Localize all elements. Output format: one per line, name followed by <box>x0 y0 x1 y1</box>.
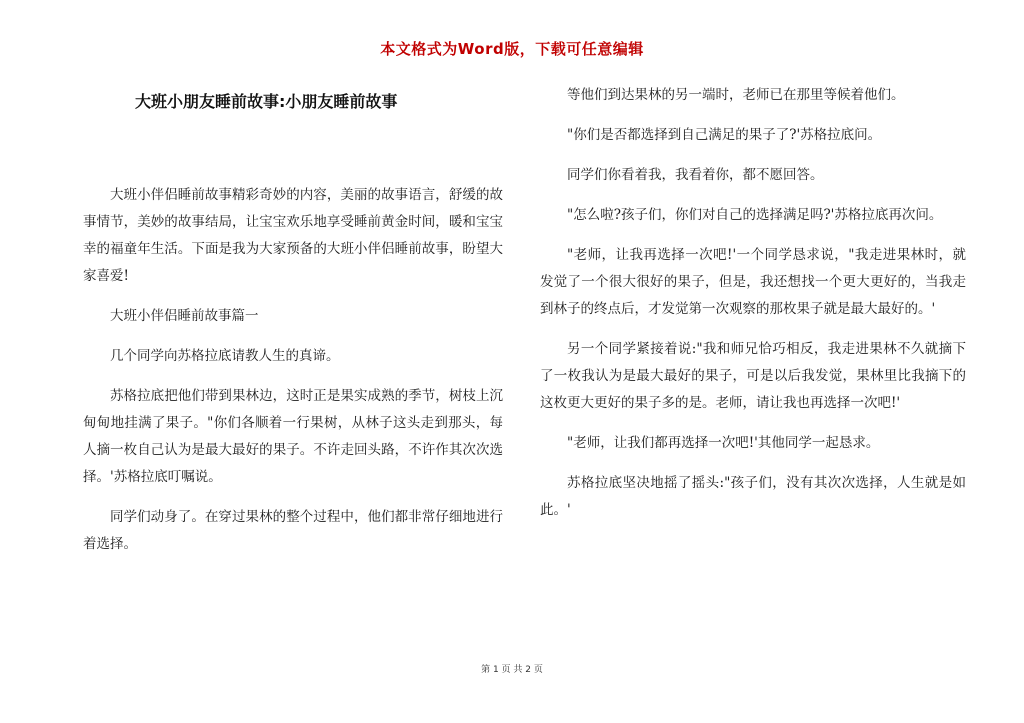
paragraph: 苏格拉底把他们带到果林边，这时正是果实成熟的季节，树枝上沉甸甸地挂满了果子。"你们各顺着一行果树，从林子这头走到那头，每人摘一枚自己认为是最大最好的果子。不许走回头路，不许作其次次选择。'苏格拉底叮嘱说。 <box>83 388 503 485</box>
paragraph: "老师，让我们都再选择一次吧!'其他同学一起恳求。 <box>567 435 880 451</box>
paragraph: 同学们你看着我，我看着你，都不愿回答。 <box>567 167 824 183</box>
paragraph: 几个同学向苏格拉底请教人生的真谛。 <box>110 348 340 364</box>
paragraph: 另一个同学紧接着说:"我和师兄恰巧相反，我走进果林不久就摘下了一枚我认为是最大最好的果子，可是以后我发觉，果林里比我摘下的这枚更大更好的果子多的是。老师，请让我也再选择一次吧!' <box>540 341 966 411</box>
section-heading: 大班小伴侣睡前故事篇一 <box>110 308 259 324</box>
paragraph: 苏格拉底坚决地摇了摇头:"孩子们，没有其次次选择，人生就是如此。' <box>540 475 966 518</box>
page-number-footer: 第 1 页 共 2 页 <box>481 665 543 675</box>
paragraph: 同学们动身了。在穿过果林的整个过程中，他们都非常仔细地进行着选择。 <box>83 509 503 552</box>
document-title: 大班小朋友睡前故事:小朋友睡前故事 <box>135 92 398 111</box>
paragraph: 等他们到达果林的另一端时，老师已在那里等候着他们。 <box>567 87 905 103</box>
download-banner: 本文格式为Word版，下载可任意编辑 <box>380 40 644 58</box>
paragraph: 大班小伴侣睡前故事精彩奇妙的内容，美丽的故事语言，舒缓的故事情节，美妙的故事结局，让宝宝欢乐地享受睡前黄金时间，暖和宝宝幸的福童年生活。下面是我为大家预备的大班小伴侣睡前故事，盼望大家喜爱! <box>83 187 503 284</box>
right-column <box>540 82 966 537</box>
paragraph: "怎么啦?孩子们，你们对自己的选择满足吗?'苏格拉底再次问。 <box>567 207 943 223</box>
paragraph: "老师，让我再选择一次吧!'一个同学恳求说，"我走进果林时，就发觉了一个很大很好的果子，但是，我还想找一个更大更好的，当我走到林子的终点后，才发觉第一次观察的那枚果子就是最大最好的。' <box>540 247 966 317</box>
paragraph: "你们是否都选择到自己满足的果子了?'苏格拉底问。 <box>567 127 882 143</box>
left-column <box>83 88 503 571</box>
